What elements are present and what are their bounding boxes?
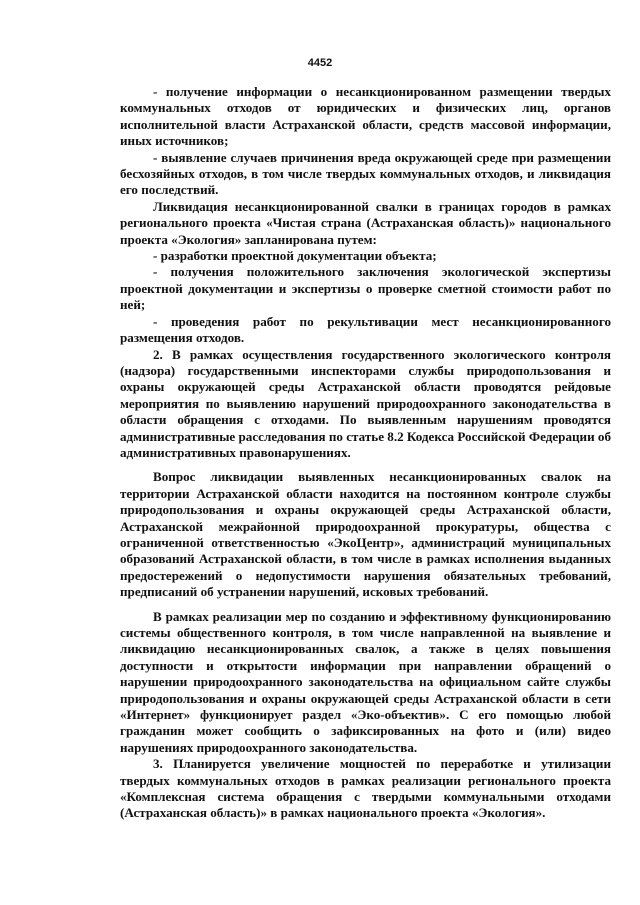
document-body bbox=[120, 84, 611, 822]
paragraph-harm-detection: - выявление случаев причинения вреда окружающей среде при размещении бесхозяйных отходов, в том числе твердых коммунальных отходов, и ликвидация его последствий. bbox=[120, 149, 611, 198]
paragraph-public-control: В рамках реализации мер по созданию и эффективному функционированию системы общественного контроля, в том числе направленной на выявление и ликвидацию несанкционированных свалок, а также в целях повышения доступности и открытости информации при направлении обращений о нарушении природоохранного законодательства на официальном сайте службы природопользования и охраны окружающей среды Астраханской области в сети «Интернет» функционирует раздел «Эко-объектив». С его помощью любой гражданин может сообщить о зафиксированных на фото и (или) видео нарушениях природоохранного законодательства. bbox=[120, 608, 611, 755]
paragraph-dump-liquidation: Ликвидация несанкционированной свалки в границах городов в рамках регионального проекта «Чистая страна (Астраханская область)» национального проекта «Экология» запланирована путем: bbox=[120, 198, 611, 247]
paragraph-info-receiving: - получение информации о несанкционированном размещении твердых коммунальных отходов от юридических и физических лиц, органов исполнительной власти Астраханской области, средств массовой информации, иных источников; bbox=[120, 84, 611, 149]
paragraph-recultivation: - проведения работ по рекультивации мест несанкционированного размещения отходов. bbox=[120, 313, 611, 346]
paragraph-capacity-increase: 3. Планируется увеличение мощностей по переработке и утилизации твердых коммунальных отходов в рамках реализации регионального проекта «Комплексная система обращения с твердыми коммунальными отходами (Астраханская область)» в рамках национального проекта «Экология». bbox=[120, 756, 611, 821]
paragraph-project-documentation: - разработки проектной документации объекта; bbox=[153, 248, 437, 264]
paragraph-expert-review: - получения положительного заключения экологической экспертизы проектной документации и экспертизы о проверке сметной стоимости работ по ней; bbox=[120, 264, 611, 313]
page-number: 4452 bbox=[307, 57, 333, 69]
paragraph-ongoing-control: Вопрос ликвидации выявленных несанкционированных свалок на территории Астраханской области находится на постоянном контроле службы природопользования и охраны окружающей среды Астраханской области, Астраханской межрайонной природоохранной прокуратуры, общества с ограниченной ответственностью «ЭкоЦентр», администраций муниципальных образований Астраханской области, в том числе в рамках исполнения выданных предостережений о недопустимости нарушения обязательных требований, предписаний об устранении нарушений, исковых требований. bbox=[120, 469, 611, 600]
paragraph-state-control: 2. В рамках осуществления государственного экологического контроля (надзора) государственными инспекторами службы природопользования и охраны окружающей среды Астраханской области проводятся рейдовые мероприятия по выявлению нарушений природоохранного законодательства в области обращения с отходами. По выявленным нарушениям проводятся административные расследования по статье 8.2 Кодекса Российской Федерации об административных правонарушениях. bbox=[120, 346, 612, 460]
